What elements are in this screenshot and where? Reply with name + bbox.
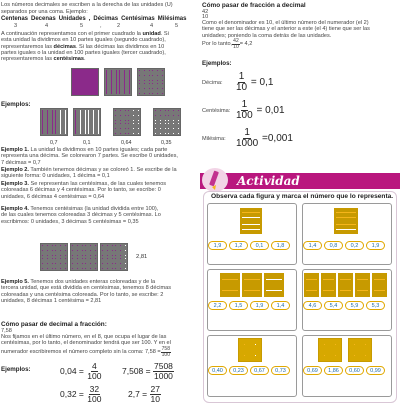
grid-value-3: 0,64 bbox=[121, 140, 132, 146]
decima-fraction: $\frac{1}{10}$ = 0,1 bbox=[236, 71, 274, 93]
options-cell-1 bbox=[208, 241, 290, 250]
bar-segment bbox=[241, 231, 261, 233]
decimal-to-fraction-text: Nos fijamos en el último número, en el 8, que ocupa el lugar de las centésimas, por lo tanto, el denominador tendrá que ser 100. Y en el numerador escribiremos el número completo sin la coma: 7,58 = $\frac{758}{100}$ bbox=[1, 334, 171, 358]
unit-square-b bbox=[70, 243, 98, 271]
hundredths-square bbox=[137, 68, 165, 96]
bar-segment bbox=[335, 231, 357, 233]
tenths-square bbox=[104, 68, 132, 96]
square-cell bbox=[369, 359, 371, 361]
option[interactable]: 1,9 bbox=[250, 301, 269, 310]
figure-cell-5 bbox=[238, 338, 262, 362]
option[interactable]: 5,4 bbox=[324, 301, 343, 310]
grid-value-2: 0,1 bbox=[83, 140, 91, 146]
example-grid-4 bbox=[153, 108, 181, 136]
fraction-bar bbox=[304, 273, 319, 297]
option[interactable]: 1,8 bbox=[271, 241, 290, 250]
options-cell-6 bbox=[303, 366, 385, 375]
fraction-bar bbox=[321, 273, 336, 297]
option[interactable]: 1,9 bbox=[208, 241, 227, 250]
activity-header-bar bbox=[200, 173, 400, 189]
grid-value-4: 0,35 bbox=[161, 140, 172, 146]
fraction-bar bbox=[240, 208, 262, 234]
option[interactable]: 1,4 bbox=[271, 301, 290, 310]
option[interactable]: 0,69 bbox=[303, 366, 322, 375]
example-4-text: Ejemplo 4. Tenemos centésimas (la unidad dividida entre 100), de las cuales tenemos coloreadas 3 décimas y 5 centésimas. Lo escribimos: 0 unidades, 3 décimas 5 centésimas = 0,35 bbox=[1, 206, 161, 225]
fraction-bar bbox=[264, 273, 284, 297]
example-frac-3: 0,32 = $\frac{32}{100}$ bbox=[60, 384, 102, 404]
examples-label-2: Ejemplos: bbox=[1, 366, 31, 373]
activity-title: Actividad bbox=[237, 174, 300, 188]
figure-cell-6 bbox=[318, 338, 376, 362]
option[interactable]: 0,67 bbox=[250, 366, 269, 375]
fraction-square bbox=[238, 338, 262, 362]
decimal-example-number: 7,58 bbox=[1, 328, 12, 334]
option[interactable]: 0,8 bbox=[324, 241, 343, 250]
option[interactable]: 0,1 bbox=[250, 241, 269, 250]
grid-cell bbox=[161, 92, 164, 95]
grid-cell bbox=[137, 132, 140, 135]
option[interactable]: 0,23 bbox=[229, 366, 248, 375]
square-cell bbox=[339, 359, 341, 361]
figure-cell-4 bbox=[304, 273, 390, 297]
bar-segment bbox=[265, 294, 283, 296]
option[interactable]: 5,3 bbox=[366, 301, 385, 310]
fraction-example-num: 42 bbox=[202, 9, 209, 15]
fraction-bar bbox=[242, 273, 262, 297]
options-cell-4 bbox=[303, 301, 385, 310]
figure-cell-3 bbox=[220, 273, 284, 297]
activity-instruction: Observa cada figura y marca el número que lo representa. bbox=[211, 193, 394, 200]
option[interactable]: 0,60 bbox=[345, 366, 364, 375]
option[interactable]: 0,73 bbox=[271, 366, 290, 375]
grid-cell bbox=[124, 267, 127, 270]
options-cell-2 bbox=[303, 241, 385, 250]
square-cell bbox=[259, 359, 261, 361]
option[interactable]: 2,2 bbox=[208, 301, 227, 310]
option[interactable]: 5,9 bbox=[345, 301, 364, 310]
option[interactable]: 1,4 bbox=[303, 241, 322, 250]
fraction-to-decimal-text: Como el denominador es 10, el último número del numerador (el 2) tiene que ser las décimas y el anterior a este (el 4) tiene que ser las unidades; poniendo la coma detrás de las unidades. Por lo tanto, $\frac{42}{10}$ = 4,2 bbox=[202, 20, 370, 50]
fraction-example-den: 10 bbox=[202, 14, 209, 20]
bar-segment bbox=[373, 294, 386, 296]
grid-value-1: 0,7 bbox=[50, 140, 58, 146]
example-grid-1 bbox=[40, 108, 68, 136]
right-examples-label: Ejemplos: bbox=[202, 60, 232, 67]
fraction-square bbox=[318, 338, 342, 362]
milesima-fraction: $\frac{1}{1000}$ =0,001 bbox=[236, 127, 293, 149]
figure-cell-1 bbox=[240, 208, 264, 234]
fraction-bar bbox=[334, 208, 358, 234]
fraction-bar bbox=[372, 273, 387, 297]
grid-cell bbox=[97, 109, 100, 135]
example-3-text: Ejemplo 3. Se representan las centésimas, de las cuales tenemos coloreadas 6 décimas y 4 centésimas. Por lo tanto, se escribe: 0 unidades, 6 décimas 4 centésimas = 0,64 bbox=[1, 181, 167, 200]
grid-cell bbox=[128, 69, 131, 95]
bar-segment bbox=[322, 294, 335, 296]
unit-square-a bbox=[40, 243, 68, 271]
example-5-text: Ejemplo 5. Tenemos dos unidades enteras coloreadas y de la tercera unidad, que está dividida en centésimas, tenemos 8 décimas coloreadas y una centésima coloreada. Por lo tanto, se escribe: 2 unidades, 8 décimas 1 centésima = 2,81 bbox=[1, 279, 172, 304]
fraction-to-decimal-title: Cómo pasar de fracción a decimal bbox=[202, 2, 306, 9]
unit-fractions bbox=[202, 70, 398, 160]
example-1-text: Ejemplo 1. La unidad la dividimos en 10 partes iguales; cada parte representa una décima. Se colorearon 7 partes. Se escribe 0 unidades, 7 décimas = 0,7 bbox=[1, 147, 178, 166]
example-frac-2: 7,508 = $\frac{7508}{1000}$ bbox=[122, 361, 173, 381]
centesima-label: Centésima: bbox=[202, 108, 231, 114]
bar-segment bbox=[221, 294, 239, 296]
fraction-square bbox=[348, 338, 372, 362]
examples-label: Ejemplos: bbox=[1, 101, 31, 108]
example-frac-4: 2,7 = $\frac{27}{10}$ bbox=[128, 384, 160, 404]
option[interactable]: 1,5 bbox=[229, 301, 248, 310]
example-grid-2 bbox=[73, 108, 101, 136]
decimal-to-fraction-title: Cómo pasar de decimal a fracción: bbox=[1, 321, 107, 328]
centesima-fraction: $\frac{1}{100}$ = 0,01 bbox=[236, 99, 285, 121]
value-281: 2,81 bbox=[136, 254, 148, 260]
options-cell-5 bbox=[208, 366, 290, 375]
hundredths-square-281 bbox=[100, 243, 128, 271]
option[interactable]: 1,9 bbox=[366, 241, 385, 250]
fraction-bar bbox=[220, 273, 240, 297]
decima-label: Décima: bbox=[202, 80, 223, 86]
bar-segment bbox=[243, 294, 261, 296]
option[interactable]: 1,2 bbox=[229, 241, 248, 250]
bar-segment bbox=[339, 294, 352, 296]
milesima-label: Milésima: bbox=[202, 136, 226, 142]
positions-header: Centenas Decenas Unidades , Décimas Centésimas Milésimas bbox=[1, 16, 187, 22]
option[interactable]: 4,6 bbox=[303, 301, 322, 310]
bar-segment bbox=[356, 294, 369, 296]
example-grid-3 bbox=[113, 108, 141, 136]
option[interactable]: 0,2 bbox=[345, 241, 364, 250]
left-column: Los números decimales se escriben a la derecha de las unidades (U) separados por una coma. Ejemplo: Centenas Decenas Unidades , Décimas Centésimas Milésimas 3 4 5 , 2 4 5 A continuación representamos con el primer cuadrado la unidad. Si esta unidad la dividimos en 10 partes iguales (segundo cuadrado), representaremos las décimas. Si las décimas las dividimos en 10 partes iguales o la unidad en 100 partes iguales (tercer cuadrado), representaremos las centésimas. Ejemplos: 0,7 0,1 0,64 0,35 Ejemplo 1. La unidad la dividimos en 10 partes iguales; cada parte representa una décima. Se colorearon 7 partes. Se escribe 0 unidades, 7 décimas = 0,7 Ejemplo 2. También tenemos décimas y se coloreó 1. Se escribe de la siguiente forma: 0 unidades, 1 décima = 0,1 Ejemplo 3. Se representan las centésimas, de las cuales tenemos coloreadas 6 décimas y 4 centésimas. Por lo tanto, se escribe: 0 unidades, 6 décimas 4 centésimas = 0,64 Ejemplo 4. Tenemos centésimas (la unidad dividida entre 100), de las cuales tenemos coloreadas 3 décimas y 5 centésimas. Lo escribimos: 0 unidades, 3 décimas 5 centésimas = 0,35 2,81 Ejemplo 5. Tenemos dos unidades enteras coloreadas y de la tercera unidad, que está dividida en centésimas, tenemos 8 décimas coloreadas y una centésima coloreada. Por lo tanto, se escribe: 2 unidades, 8 décimas 1 centésima = 2,81 Cómo pasar de decimal a fracción: 7,58 Nos fijamos en el último número, en el 8, que ocupa el lugar de las centésimas, por lo tanto, el denominador tendrá que ser 100. Y en el numerador escribiremos el número completo sin la coma: 7,58 = $\frac{758}{100}$ Ejemplos: 0,04 = $\frac{4}{100}$ 7,508 = $\frac{7508}{1000}$ 0,32 = $\frac{32}{100}$ 2,7 = $\frac{27}{10}$ bbox=[0, 0, 196, 405]
options-cell-3 bbox=[208, 301, 290, 310]
paragraph-intro: A continuación representamos con el primer cuadrado la unidad. Si esta unidad la dividimos en 10 partes iguales (segundo cuadrado), representaremos las décimas. Si las décimas las dividimos en 10 partes iguales o la unidad en 100 partes iguales (tercer cuadrado), representaremos las centésimas. bbox=[1, 31, 169, 63]
unit-square bbox=[71, 68, 99, 96]
fraction-bar bbox=[338, 273, 353, 297]
grid-cell bbox=[177, 132, 180, 135]
fraction-758-100: $\frac{758}{100}$ bbox=[161, 345, 170, 358]
fraction-bar bbox=[355, 273, 370, 297]
option[interactable]: 0,99 bbox=[366, 366, 385, 375]
intro-line-1: Los números decimales se escriben a la derecha de las unidades (U) bbox=[1, 2, 173, 8]
option[interactable]: 0,40 bbox=[208, 366, 227, 375]
example-frac-1: 0,04 = $\frac{4}{100}$ bbox=[60, 361, 102, 381]
option[interactable]: 1,86 bbox=[324, 366, 343, 375]
intro-line-2: separados por una coma. Ejemplo: bbox=[1, 8, 88, 15]
grid-cell bbox=[64, 267, 67, 270]
bar-segment bbox=[305, 294, 318, 296]
pencil-icon bbox=[202, 168, 228, 192]
example-2-text: Ejemplo 2. También tenemos décimas y se coloreó 1. Se escribe de la siguiente forma: 0 unidades, 1 décima = 0,1 bbox=[1, 167, 177, 180]
figure-cell-2 bbox=[331, 208, 361, 234]
grid-cell bbox=[94, 267, 97, 270]
grid-cell bbox=[64, 109, 67, 135]
